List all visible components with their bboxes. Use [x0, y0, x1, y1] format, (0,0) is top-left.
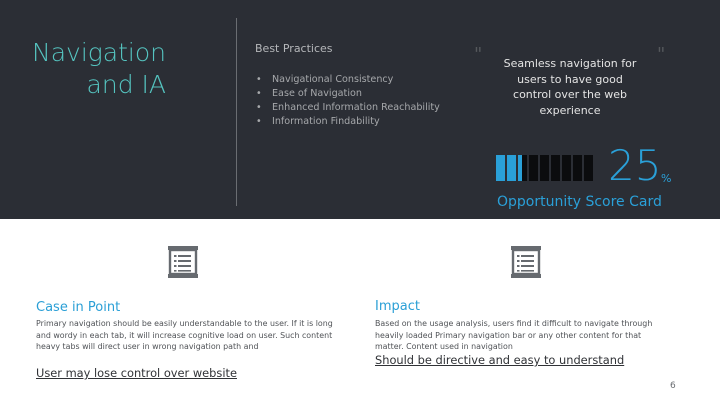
impact-emphasis: Should be directive and easy to understand [375, 353, 625, 367]
page-number: 6 [670, 381, 676, 391]
best-practice-item: • Navigational Consistency [256, 73, 440, 87]
best-practice-item: • Enhanced Information Reachability [256, 101, 440, 115]
meter-segment [507, 155, 516, 181]
case-in-point-body: Primary navigation should be easily understandable to the user. If it is long and wordy in each tab, it will increase cognitive load on user. Such content heavy tabs will direct user in wrong navigation path and [36, 319, 333, 352]
case-in-point-heading: Case in Point [36, 300, 121, 315]
impact-heading: Impact [375, 299, 420, 314]
vertical-divider [236, 18, 237, 206]
score-unit: % [661, 172, 672, 185]
meter-segment [551, 155, 560, 181]
slide-title [32, 37, 166, 101]
quote-close-icon: " [657, 44, 666, 65]
best-practices-list [256, 73, 440, 129]
meter-segment [573, 155, 582, 181]
quote-open-icon: " [474, 44, 483, 65]
meter-segment [540, 155, 549, 181]
case-in-point-emphasis: User may lose control over website [36, 366, 237, 380]
meter-segment [496, 155, 505, 181]
best-practices-heading: Best Practices [255, 42, 333, 55]
best-practice-item: • Information Findability [256, 115, 440, 129]
document-icon [508, 245, 544, 281]
slide-title-line2: and IA [86, 70, 166, 99]
meter-segment [584, 155, 593, 181]
score-value: 25 [608, 141, 662, 190]
quote-text: Seamless navigation for users to have good control over the web experience [503, 57, 637, 117]
score-label: Opportunity Score Card [497, 194, 662, 210]
meter-segment-partial [522, 155, 527, 181]
impact-body: Based on the usage analysis, users find it difficult to navigate through heavily loaded Primary navigation bar or any other content for that matter. Content used in navigation [375, 319, 653, 352]
meter-segment [529, 155, 538, 181]
slide-title-line1: Navigation [32, 38, 166, 67]
best-practice-item: • Ease of Navigation [256, 87, 440, 101]
meter-segment [562, 155, 571, 181]
document-icon [165, 245, 201, 281]
